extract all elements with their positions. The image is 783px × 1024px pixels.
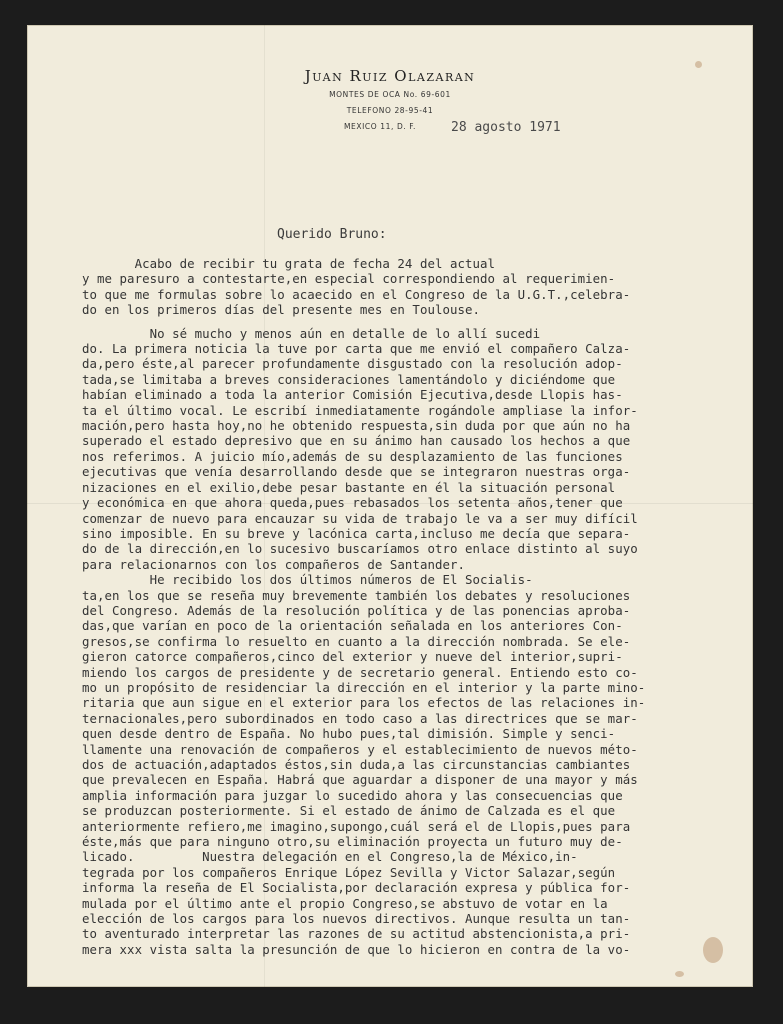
- text-line: éste,más que para ninguno otro,su eliminación proyecta un futuro muy de-: [82, 834, 623, 850]
- text-line: tada,se limitaba a breves consideraciones lamentándolo y diciéndome que: [82, 371, 616, 387]
- text-line: para relacionarnos con los compañeros de Santander.: [82, 556, 465, 572]
- text-line: ritaria que aun sigue en el exterior para los efectos de las relaciones in-: [82, 695, 646, 711]
- text-line: licado. Nuestra delegación en el Congreso,la de México,in-: [82, 849, 578, 865]
- text-line: llamente una renovación de compañeros y el establecimiento de nuevos méto-: [82, 741, 638, 757]
- text-line: miendo los cargos de presidente y de secretario general. Entiendo esto co-: [82, 664, 638, 680]
- paragraph-2: [82, 326, 742, 958]
- text-line: informa la reseña de El Socialista,por declaración expresa y pública for-: [82, 880, 631, 896]
- text-line: ternacionales,pero subordinados en todo caso a las directrices que se mar-: [82, 710, 638, 726]
- text-line: He recibido los dos últimos números de El Socialis-: [82, 572, 533, 588]
- text-line: da,pero éste,al parecer profundamente disgustado con la resolución adop-: [82, 356, 623, 372]
- text-line: mación,pero hasta hoy,no he obtenido respuesta,sin duda por que aún no ha: [82, 418, 631, 434]
- text-line: nos referimos. A juicio mío,además de su desplazamiento de las funciones: [82, 448, 623, 464]
- letterhead-name: Juan Ruiz Olazaran: [304, 67, 476, 85]
- letterhead-phone: TELEFONO 28-95-41: [346, 106, 434, 115]
- paper-stain: [675, 971, 684, 977]
- text-line: habían eliminado a toda la anterior Comisión Ejecutiva,desde Llopis has-: [82, 387, 623, 403]
- letter-greeting: Querido Bruno:: [277, 227, 387, 242]
- text-line: mulada por el último ante el propio Congreso,se abstuvo de votar en la: [82, 895, 608, 911]
- text-line: gieron catorce compañeros,cinco del exterior y nueve del interior,supri-: [82, 649, 623, 665]
- letter-page: [27, 25, 753, 987]
- letter-date: 28 agosto 1971: [451, 120, 561, 135]
- text-line: to aventurado interpretar las razones de su actitud abstencionista,a pri-: [82, 926, 631, 942]
- text-line: y económica en que ahora queda,pues rebasados los setenta años,tener que: [82, 495, 623, 511]
- text-line: que prevalecen en España. Habrá que aguardar a disponer de una mayor y más: [82, 772, 638, 788]
- text-line: mo un propósito de residenciar la dirección en el interior y la parte mino-: [82, 679, 646, 695]
- letterhead-city: MEXICO 11, D. F.: [343, 122, 417, 131]
- text-line: ta el último vocal. Le escribí inmediatamente rogándole ampliase la infor-: [82, 402, 638, 418]
- text-line: mera xxx vista salta la presunción de que lo hicieron en contra de la vo-: [82, 941, 631, 957]
- text-line: sino imposible. En su breve y lacónica carta,incluso me decía que separa-: [82, 525, 631, 541]
- letterhead-address: MONTES DE OCA No. 69-601: [329, 90, 451, 99]
- text-line: do. La primera noticia la tuve por carta que me envió el compañero Calza-: [82, 341, 631, 357]
- text-line: do en los primeros días del presente mes en Toulouse.: [82, 302, 481, 318]
- text-line: y me paresuro a contestarte,en especial correspondiendo al requerimien-: [82, 271, 616, 287]
- text-line: superado el estado depresivo que en su ánimo han causado los hechos a que: [82, 433, 631, 449]
- text-line: dos de actuación,adaptados éstos,sin duda,a las circunstancias cambiantes: [82, 757, 631, 772]
- text-line: to que me formulas sobre lo acaecido en el Congreso de la U.G.T.,celebra-: [82, 286, 631, 302]
- text-line: No sé mucho y menos aún en detalle de lo allí sucedi: [82, 325, 541, 341]
- text-line: gresos,se confirma lo resuelto en cuanto a la dirección nombrada. Se ele-: [82, 633, 631, 649]
- text-line: amplia información para juzgar lo sucedido ahora y las consecuencias que: [82, 787, 623, 803]
- text-line: do de la dirección,en lo sucesivo buscaríamos otro enlace distinto al suyo: [82, 541, 638, 557]
- text-line: anteriormente refiero,me imagino,supongo,cuál será el de Llopis,pues para: [82, 818, 631, 834]
- paragraph-spacer: [82, 318, 742, 326]
- text-line: tegrada por los compañeros Enrique López Sevilla y Victor Salazar,según: [82, 864, 616, 880]
- text-line: comenzar de nuevo para encauzar su vida de trabajo le va a ser muy difícil: [82, 510, 638, 526]
- paragraph-1: [82, 256, 742, 318]
- text-line: elección de los cargos para los nuevos directivos. Aunque resulta un tan-: [82, 911, 631, 927]
- text-line: quen desde dentro de España. No hubo pues,tal dimisión. Simple y senci-: [82, 726, 616, 742]
- text-line: ta,en los que se reseña muy brevemente también los debates y resoluciones: [82, 587, 631, 603]
- text-line: del Congreso. Además de la resolución política y de las ponencias aproba-: [82, 602, 631, 618]
- text-line: Acabo de recibir tu grata de fecha 24 del actual: [82, 256, 496, 271]
- text-line: nizaciones en el exilio,debe pesar bastante en él la situación personal: [82, 479, 616, 495]
- text-line: das,que varían en poco de la orientación señalada en los anteriores Con-: [82, 618, 623, 634]
- text-line: se produzcan posteriormente. Si el estado de ánimo de Calzada es el que: [82, 803, 616, 819]
- text-line: ejecutivas que venía desarrollando desde que se integraron nuestras orga-: [82, 464, 631, 480]
- letter-body: [82, 256, 742, 957]
